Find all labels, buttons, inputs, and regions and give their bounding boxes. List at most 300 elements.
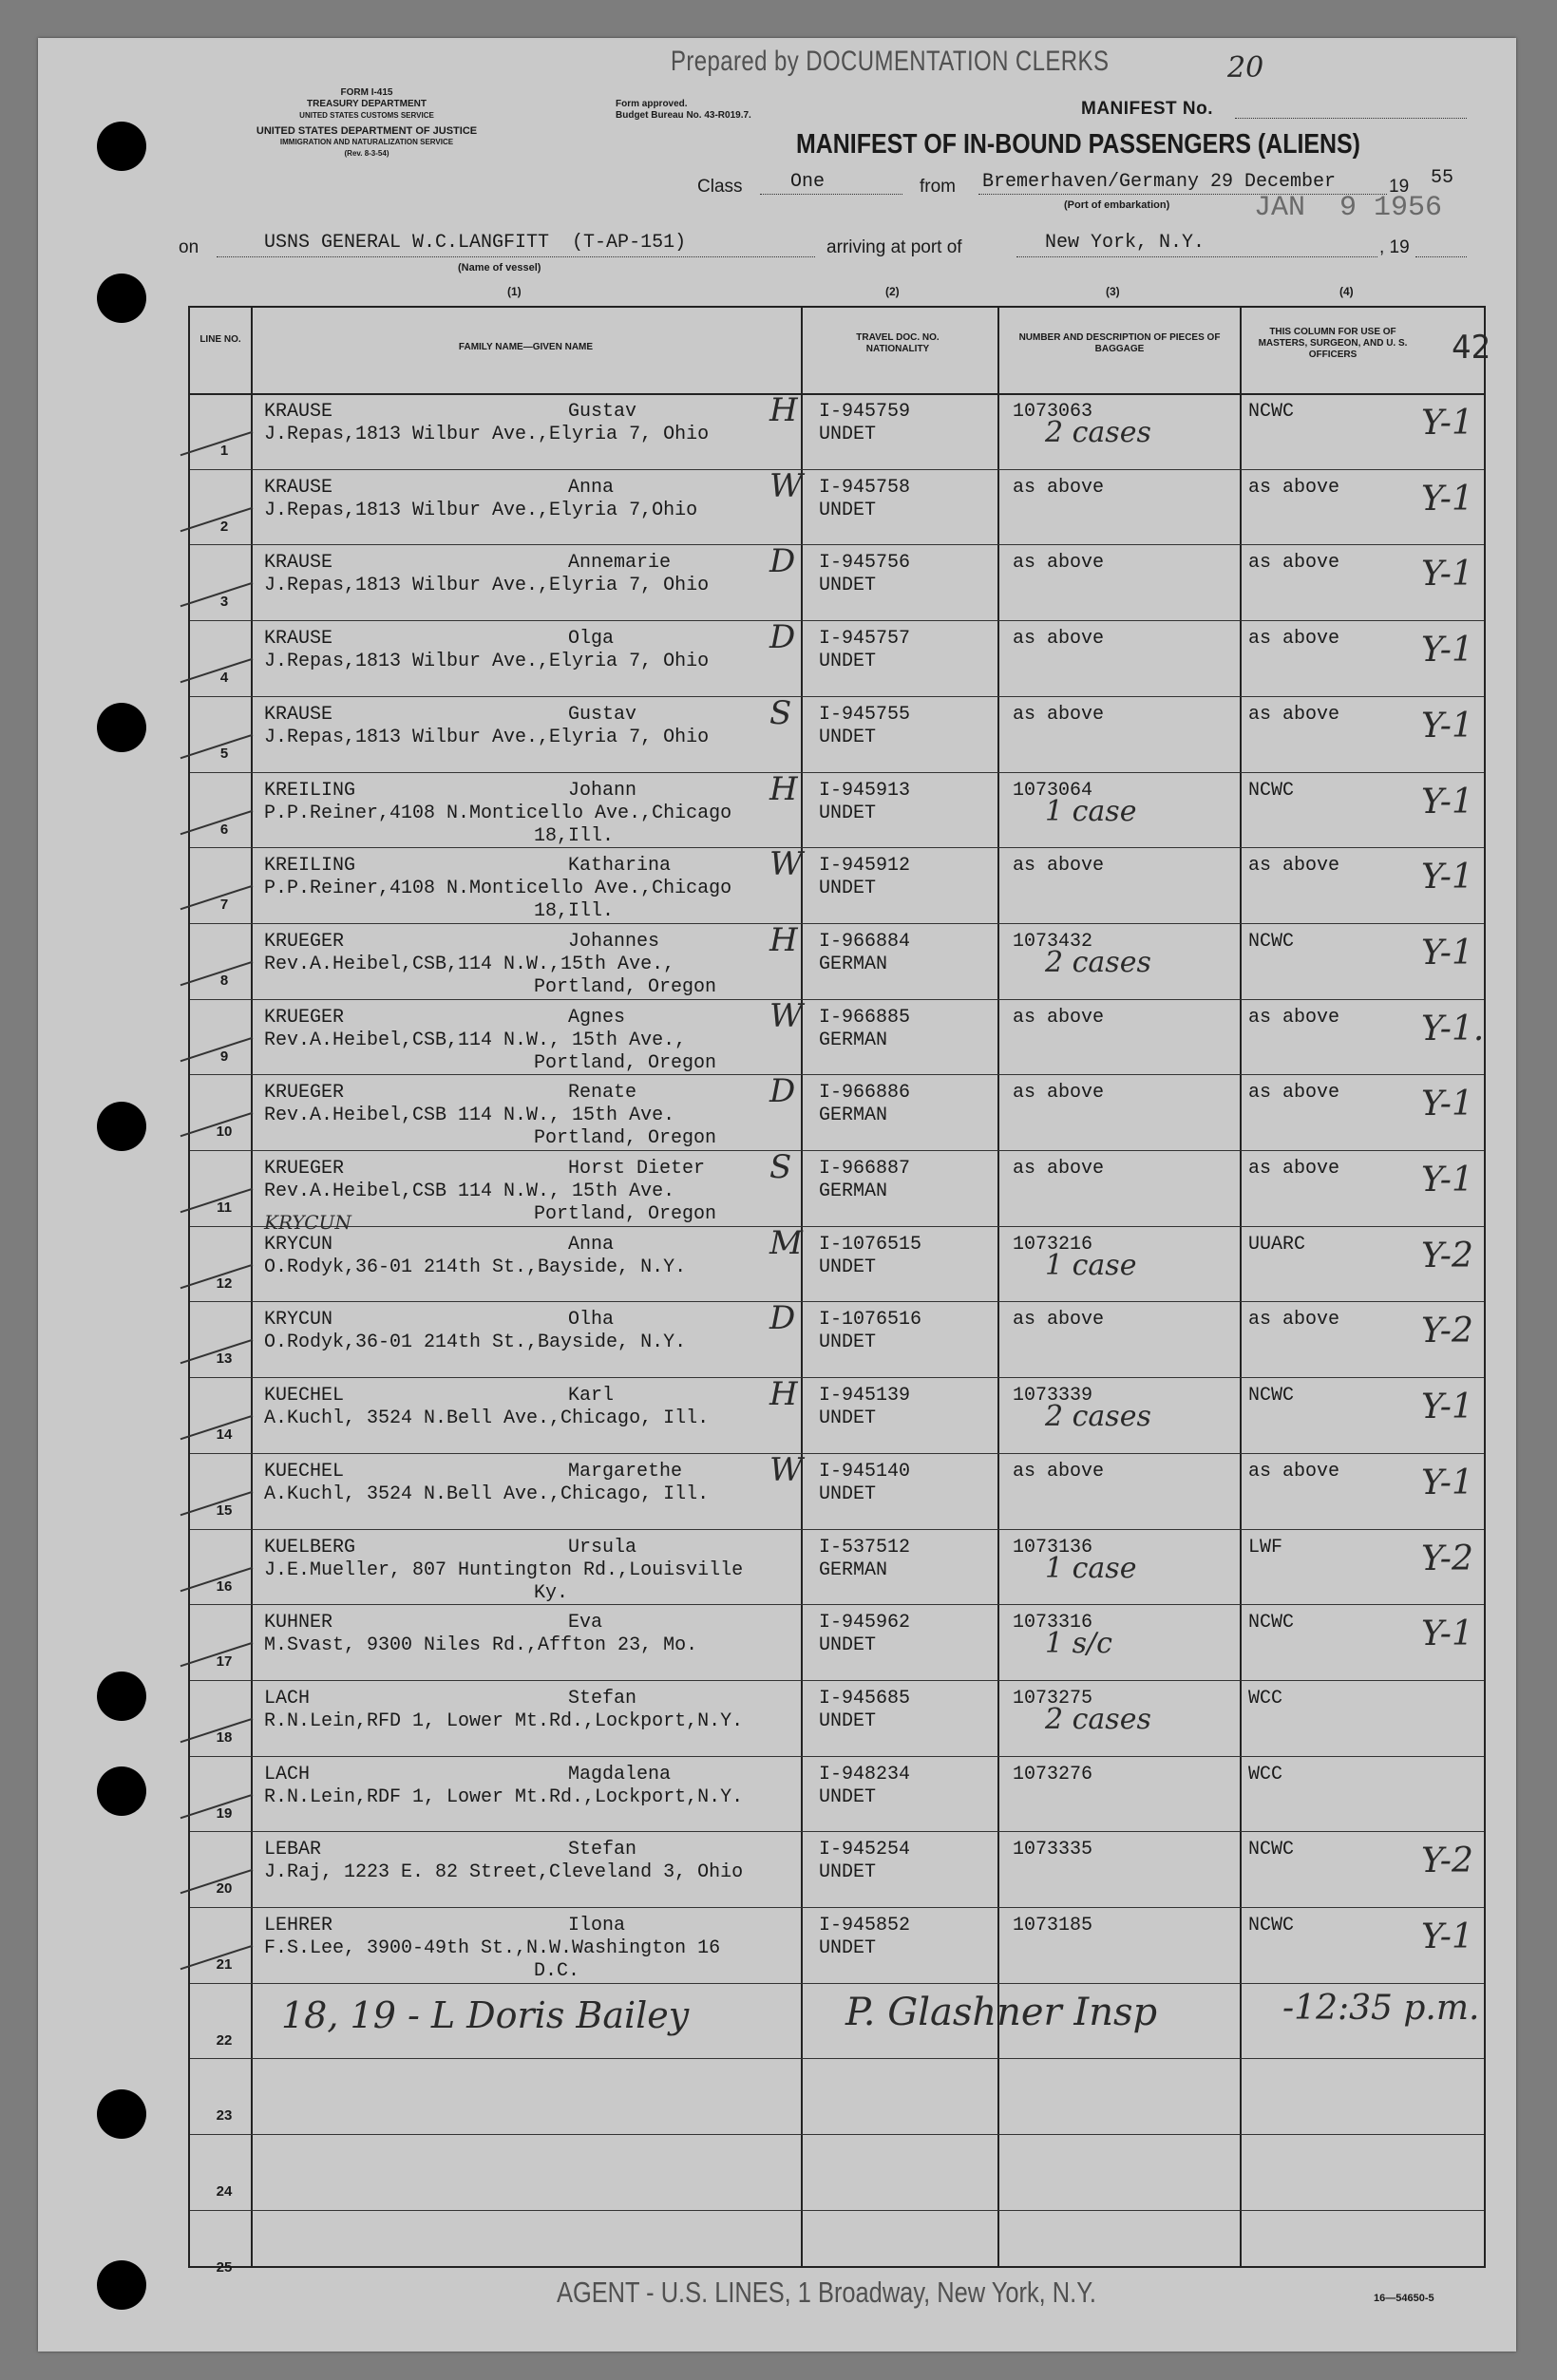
travel-doc-no: I-945685 [819,1687,911,1709]
family-name: LACH [264,1763,311,1785]
baggage-handwritten: 2 cases [1045,416,1151,449]
arriving-value: New York, N.Y. [1045,232,1206,254]
baggage-handwritten: 2 cases [1045,1400,1151,1434]
nationality: UNDET [819,575,877,597]
given-name: Gustav [568,401,637,423]
officer-handwritten: Y-2 [1421,1312,1473,1351]
address-line: J.E.Mueller, 807 Huntington Rd.,Louisville [264,1558,744,1581]
address-line: Portland, Oregon [534,975,717,998]
vessel-value: USNS GENERAL W.C.LANGFITT (T-AP-151) [264,232,687,254]
given-name: Ursula [568,1536,637,1558]
family-name: KRUEGER [264,1082,345,1105]
marginal-code: D [769,618,796,657]
officer-org: UUARC [1248,1233,1306,1256]
officer-org: WCC [1248,1763,1283,1785]
officer-handwritten: Y-1 [1421,1463,1473,1502]
travel-doc-no: I-945755 [819,703,911,726]
officer-org: as above [1248,1082,1340,1105]
given-name: Annemarie [568,552,672,575]
family-name: KRAUSE [264,552,333,575]
line-number: 12 [216,1275,233,1292]
nationality: GERMAN [819,1181,888,1202]
address-line: Rev.A.Heibel,CSB 114 N.W., 15th Ave. [264,1181,675,1202]
manifest-no-label: MANIFEST No. [1081,99,1213,119]
row-divider [190,2134,1484,2135]
ins-service: IMMIGRATION AND NATURALIZATION SERVICE [279,138,454,146]
officer-org: as above [1248,1460,1340,1483]
nationality: GERMAN [819,1105,888,1127]
column-divider [801,308,803,2266]
marginal-code: D [769,542,796,581]
officer-org: NCWC [1248,1915,1295,1936]
line-number: 13 [216,1351,233,1368]
col-number-2: (2) [885,285,900,298]
family-name: KRUEGER [264,1006,345,1029]
baggage-value: 1073185 [1013,1915,1093,1936]
travel-doc-no: I-966885 [819,1006,911,1029]
officer-handwritten: Y-1 [1421,858,1473,897]
officer-handwritten: Y-1. [1421,1009,1485,1048]
baggage-handwritten: 1 s/c [1045,1627,1112,1661]
nationality: GERMAN [819,953,888,975]
officer-org: NCWC [1248,1839,1295,1861]
nationality: UNDET [819,424,877,445]
officer-handwritten: Y-1 [1421,1388,1473,1427]
col-number-3: (3) [1106,285,1120,298]
line-number: 22 [216,2031,233,2049]
given-name: Eva [568,1612,603,1634]
col-head-line: LINE NO. [199,334,241,345]
form-approved: Form approved. [616,99,688,109]
officer-handwritten: Y-1 [1421,631,1473,671]
line-number: 24 [216,2183,233,2201]
given-name: Stefan [568,1839,637,1861]
nationality: UNDET [819,1407,877,1430]
baggage-value: as above [1013,1158,1105,1180]
given-name: Magdalena [568,1763,672,1785]
family-name: KRAUSE [264,476,333,499]
inspector-signature: P. Glashner Insp [845,1991,1158,2034]
line-number: 1 [219,443,229,459]
nationality: UNDET [819,1332,877,1354]
line-number: 7 [219,897,229,914]
manifest-title: MANIFEST OF IN-BOUND PASSENGERS (ALIENS) [796,129,1360,160]
officer-handwritten: Y-1 [1421,706,1473,746]
officer-handwritten: Y-2 [1421,1236,1473,1275]
binder-hole [97,274,146,323]
family-name: KRUEGER [264,930,345,953]
marginal-code: D [769,1299,796,1338]
col-number-1: (1) [507,285,522,298]
row-divider [190,1074,1484,1075]
handwritten-note: 18, 19 - L Doris Bailey [281,1994,690,2036]
header-divider [190,393,1484,395]
marginal-code: H [769,1375,798,1414]
address-line: O.Rodyk,36-01 214th St.,Bayside, N.Y. [264,1332,687,1354]
line-number: 10 [216,1124,233,1141]
baggage-value: 1073316 [1013,1612,1093,1634]
address-line: Portland, Oregon [534,1203,717,1225]
row-divider [190,1529,1484,1530]
line-number: 18 [216,1728,233,1746]
baggage-value: as above [1013,476,1105,499]
travel-doc-no: I-945254 [819,1839,911,1861]
travel-doc-no: I-945758 [819,476,911,499]
marginal-code: H [769,391,798,429]
class-value: One [790,171,826,193]
row-divider [190,1907,1484,1908]
line-number: 6 [219,821,229,838]
nationality: UNDET [819,802,877,824]
nationality: GERMAN [819,1029,888,1051]
baggage-value: as above [1013,628,1105,651]
family-name: KREILING [264,779,356,802]
row-divider [190,999,1484,1000]
address-line: Portland, Oregon [534,1127,717,1150]
officer-org: as above [1248,1006,1340,1029]
family-name: KRYCUN [264,1233,333,1256]
officer-org: NCWC [1248,1612,1295,1634]
binder-hole [97,703,146,752]
year-value: 55 [1431,167,1454,189]
overwrite-name: KRYCUN [264,1210,351,1234]
travel-doc-no: I-945852 [819,1915,911,1936]
address-line: F.S.Lee, 3900-49th St.,N.W.Washington 16 [264,1937,721,1959]
line-number: 21 [216,1956,233,1973]
address-line: R.N.Lein,RFD 1, Lower Mt.Rd.,Lockport,N.Y. [264,1709,744,1732]
line-number: 16 [216,1577,233,1595]
line-number: 5 [219,745,229,762]
given-name: Katharina [568,855,672,878]
line-number: 3 [219,594,229,611]
row-divider [190,1604,1484,1605]
family-name: KRUEGER [264,1158,345,1180]
family-name: LEBAR [264,1839,322,1861]
year-prefix: 19 [1389,177,1410,197]
binder-hole [97,1766,146,1816]
family-name: KRAUSE [264,628,333,651]
column-divider [1240,308,1242,2266]
address-line: A.Kuchl, 3524 N.Bell Ave.,Chicago, Ill. [264,1407,710,1430]
nationality: UNDET [819,1861,877,1884]
baggage-value: 1073276 [1013,1763,1093,1785]
family-name: LEHRER [264,1915,333,1936]
address-line: Portland, Oregon [534,1051,717,1074]
baggage-value: 1073136 [1013,1536,1093,1558]
line-number: 19 [216,1804,233,1822]
address-line: J.Raj, 1223 E. 82 Street,Cleveland 3, Ohio [264,1861,744,1884]
agent-stamp: AGENT - U.S. LINES, 1 Broadway, New York, N.Y. [557,2276,1096,2309]
documentation-clerks-stamp: Prepared by DOCUMENTATION CLERKS [671,46,1110,77]
marginal-code: W [769,466,803,505]
baggage-value: as above [1013,1082,1105,1105]
vessel-line [217,256,815,257]
justice-dept: UNITED STATES DEPARTMENT OF JUSTICE [256,125,478,137]
baggage-value: 1073339 [1013,1385,1093,1407]
marginal-code: W [769,1450,803,1489]
nationality: UNDET [819,1256,877,1278]
binder-hole [97,2089,146,2139]
binder-hole [97,1672,146,1721]
officer-org: WCC [1248,1687,1283,1709]
nationality: UNDET [819,651,877,673]
officer-handwritten: Y-1 [1421,555,1473,595]
travel-doc-no: I-945139 [819,1385,911,1407]
baggage-handwritten: 1 case [1045,1551,1137,1585]
line-number: 8 [219,972,229,989]
handwritten-number: 20 [1227,51,1264,85]
nationality: UNDET [819,499,877,521]
col-head-baggage: NUMBER AND DESCRIPTION OF PIECES OF BAGGAGE [1018,332,1221,354]
nationality: UNDET [819,1634,877,1657]
officer-handwritten: Y-1 [1421,479,1473,519]
officer-handwritten: Y-1 [1421,933,1473,973]
family-name: KUECHEL [264,1385,345,1407]
officer-org: NCWC [1248,930,1295,953]
baggage-value: 1073432 [1013,930,1093,953]
row-divider [190,1680,1484,1681]
travel-doc-no: I-537512 [819,1536,911,1558]
line-number: 20 [216,1880,233,1898]
row-divider [190,847,1484,848]
given-name: Gustav [568,703,637,726]
col-number-4: (4) [1339,285,1354,298]
travel-doc-no: I-945757 [819,628,911,651]
page-number: 42 [1452,329,1491,367]
row-divider [190,1377,1484,1378]
address-line: J.Repas,1813 Wilbur Ave.,Elyria 7,Ohio [264,499,698,521]
marginal-code: D [769,1072,796,1111]
arriving-year-line [1415,256,1467,257]
family-name: KRAUSE [264,703,333,726]
on-label: on [179,237,199,257]
arriving-line [1016,256,1377,257]
line-number: 25 [216,2258,233,2276]
given-name: Johann [568,779,637,802]
row-divider [190,1150,1484,1151]
from-value: Bremerhaven/Germany 29 December [982,171,1337,193]
arriving-year: , 19 [1379,237,1410,257]
given-name: Anna [568,1233,615,1256]
given-name: Anna [568,476,615,499]
row-divider [190,2058,1484,2059]
line-number: 17 [216,1653,233,1671]
officer-handwritten: Y-2 [1421,1539,1473,1578]
address-line: P.P.Reiner,4108 N.Monticello Ave.,Chicago [264,878,732,900]
address-line: J.Repas,1813 Wilbur Ave.,Elyria 7, Ohio [264,726,710,748]
nationality: UNDET [819,726,877,748]
address-line: J.Repas,1813 Wilbur Ave.,Elyria 7, Ohio [264,575,710,597]
budget-bureau: Budget Bureau No. 43-R019.7. [616,110,751,121]
nationality: UNDET [819,1709,877,1732]
marginal-code: H [769,920,798,959]
col-head-doc: TRAVEL DOC. NO. NATIONALITY [856,332,940,354]
manifest-no-line [1235,118,1467,119]
address-line: D.C. [534,1960,580,1982]
address-line: P.P.Reiner,4108 N.Monticello Ave.,Chicago [264,802,732,824]
given-name: Olha [568,1309,615,1332]
arriving-label: arriving at port of [826,237,962,257]
row-divider [190,772,1484,773]
marginal-code: W [769,996,803,1035]
from-label: from [920,177,956,197]
address-line: 18,Ill. [534,824,615,847]
marginal-code: H [769,769,798,808]
customs-service: UNITED STATES CUSTOMS SERVICE [299,111,434,120]
marginal-code: W [769,845,803,884]
row-divider [190,469,1484,470]
binder-hole [97,122,146,171]
given-name: Karl [568,1385,615,1407]
baggage-handwritten: 2 cases [1045,945,1151,979]
officer-org: as above [1248,552,1340,575]
row-divider [190,923,1484,924]
officer-handwritten: Y-1 [1421,1085,1473,1124]
row-divider [190,1983,1484,1984]
passenger-table [188,306,1486,2276]
row-divider [190,544,1484,545]
officer-handwritten: Y-1 [1421,1161,1473,1199]
family-name: KUHNER [264,1612,333,1634]
travel-doc-no: I-945759 [819,401,911,423]
baggage-value: as above [1013,552,1105,575]
baggage-value: as above [1013,1006,1105,1029]
given-name: Olga [568,628,615,651]
officer-handwritten: Y-1 [1421,1615,1473,1654]
line-number: 9 [219,1048,229,1065]
line-number: 23 [216,2107,233,2125]
department-block [205,87,528,160]
given-name: Johannes [568,930,660,953]
address-line: 18,Ill. [534,900,615,923]
vessel-caption: (Name of vessel) [458,262,541,274]
travel-doc-no: I-945912 [819,855,911,878]
officer-org: as above [1248,476,1340,499]
officer-handwritten: Y-2 [1421,1842,1473,1881]
address-line: A.Kuchl, 3524 N.Bell Ave.,Chicago, Ill. [264,1483,710,1505]
officer-handwritten: Y-1 [1421,1917,1473,1956]
travel-doc-no: I-945913 [819,779,911,802]
row-divider [190,696,1484,697]
address-line: J.Repas,1813 Wilbur Ave.,Elyria 7, Ohio [264,424,710,445]
col-head-officers: THIS COLUMN FOR USE OF MASTERS, SURGEON, AND U. S. OFFICERS [1258,327,1408,360]
travel-doc-no: I-1076516 [819,1309,922,1332]
address-line: R.N.Lein,RDF 1, Lower Mt.Rd.,Lockport,N.Y. [264,1785,744,1808]
address-line: Rev.A.Heibel,CSB,114 N.W., 15th Ave., [264,1029,687,1051]
line-number: 4 [219,670,229,687]
baggage-value: as above [1013,1309,1105,1332]
travel-doc-no: I-966886 [819,1082,911,1105]
line-number: 15 [216,1502,233,1519]
baggage-value: 1073063 [1013,401,1093,423]
travel-doc-no: I-945140 [819,1460,911,1483]
row-divider [190,1831,1484,1832]
travel-doc-no: I-945962 [819,1612,911,1634]
officer-org: as above [1248,1309,1340,1332]
officer-org: NCWC [1248,1385,1295,1407]
approval-block [616,99,751,122]
line-number: 11 [217,1199,232,1216]
marginal-code: S [769,693,792,732]
officer-org: as above [1248,1158,1340,1180]
officer-handwritten: Y-1 [1421,404,1473,443]
officer-org: as above [1248,703,1340,726]
travel-doc-no: I-966887 [819,1158,911,1180]
baggage-handwritten: 2 cases [1045,1702,1151,1736]
given-name: Stefan [568,1687,637,1709]
baggage-value: 1073064 [1013,779,1093,802]
revision: (Rev. 8-3-54) [344,149,389,158]
marginal-code: S [769,1148,792,1186]
form-number: FORM I-415 [340,87,393,98]
inspection-time: -12:35 p.m. [1282,1989,1480,2028]
class-line [760,194,902,195]
baggage-value: as above [1013,1460,1105,1483]
baggage-value: 1073335 [1013,1839,1093,1861]
nationality: UNDET [819,878,877,900]
row-divider [190,2210,1484,2211]
officer-org: as above [1248,628,1340,651]
baggage-handwritten: 1 case [1045,1248,1137,1282]
address-line: M.Svast, 9300 Niles Rd.,Affton 23, Mo. [264,1634,698,1657]
treasury-dept: TREASURY DEPARTMENT [307,99,427,109]
officer-org: as above [1248,855,1340,878]
line-number: 14 [216,1426,233,1444]
row-divider [190,1301,1484,1302]
travel-doc-no: I-1076515 [819,1233,922,1256]
given-name: Ilona [568,1915,626,1936]
row-divider [190,1756,1484,1757]
given-name: Agnes [568,1006,626,1029]
family-name: LACH [264,1687,311,1709]
baggage-value: 1073216 [1013,1233,1093,1256]
family-name: KREILING [264,855,356,878]
family-name: KRYCUN [264,1309,333,1332]
nationality: UNDET [819,1937,877,1959]
address-line: Rev.A.Heibel,CSB 114 N.W., 15th Ave. [264,1105,675,1127]
officer-org: NCWC [1248,779,1295,802]
address-line: O.Rodyk,36-01 214th St.,Bayside, N.Y. [264,1256,687,1278]
class-label: Class [697,177,743,197]
travel-doc-no: I-945756 [819,552,911,575]
nationality: GERMAN [819,1558,888,1581]
marginal-code: M [769,1223,803,1262]
port-caption: (Port of embarkation) [1064,199,1170,211]
officer-org: NCWC [1248,401,1295,423]
nationality: UNDET [819,1785,877,1808]
line-number: 2 [219,518,229,535]
family-name: KRAUSE [264,401,333,423]
officer-handwritten: Y-1 [1421,782,1473,822]
address-line: Rev.A.Heibel,CSB,114 N.W.,15th Ave., [264,953,675,975]
column-divider [997,308,999,2266]
travel-doc-no: I-966884 [819,930,911,953]
baggage-value: as above [1013,855,1105,878]
row-divider [190,1453,1484,1454]
baggage-handwritten: 1 case [1045,794,1137,828]
address-line: Ky. [534,1581,569,1604]
given-name: Renate [568,1082,637,1105]
baggage-value: 1073275 [1013,1687,1093,1709]
given-name: Margarethe [568,1460,683,1483]
address-line: J.Repas,1813 Wilbur Ave.,Elyria 7, Ohio [264,651,710,673]
family-name: KUECHEL [264,1460,345,1483]
form-code: 16—54650-5 [1374,2293,1434,2304]
nationality: UNDET [819,1483,877,1505]
binder-hole [97,1102,146,1151]
date-stamp: JAN 9 1956 [1254,192,1443,224]
row-divider [190,1226,1484,1227]
